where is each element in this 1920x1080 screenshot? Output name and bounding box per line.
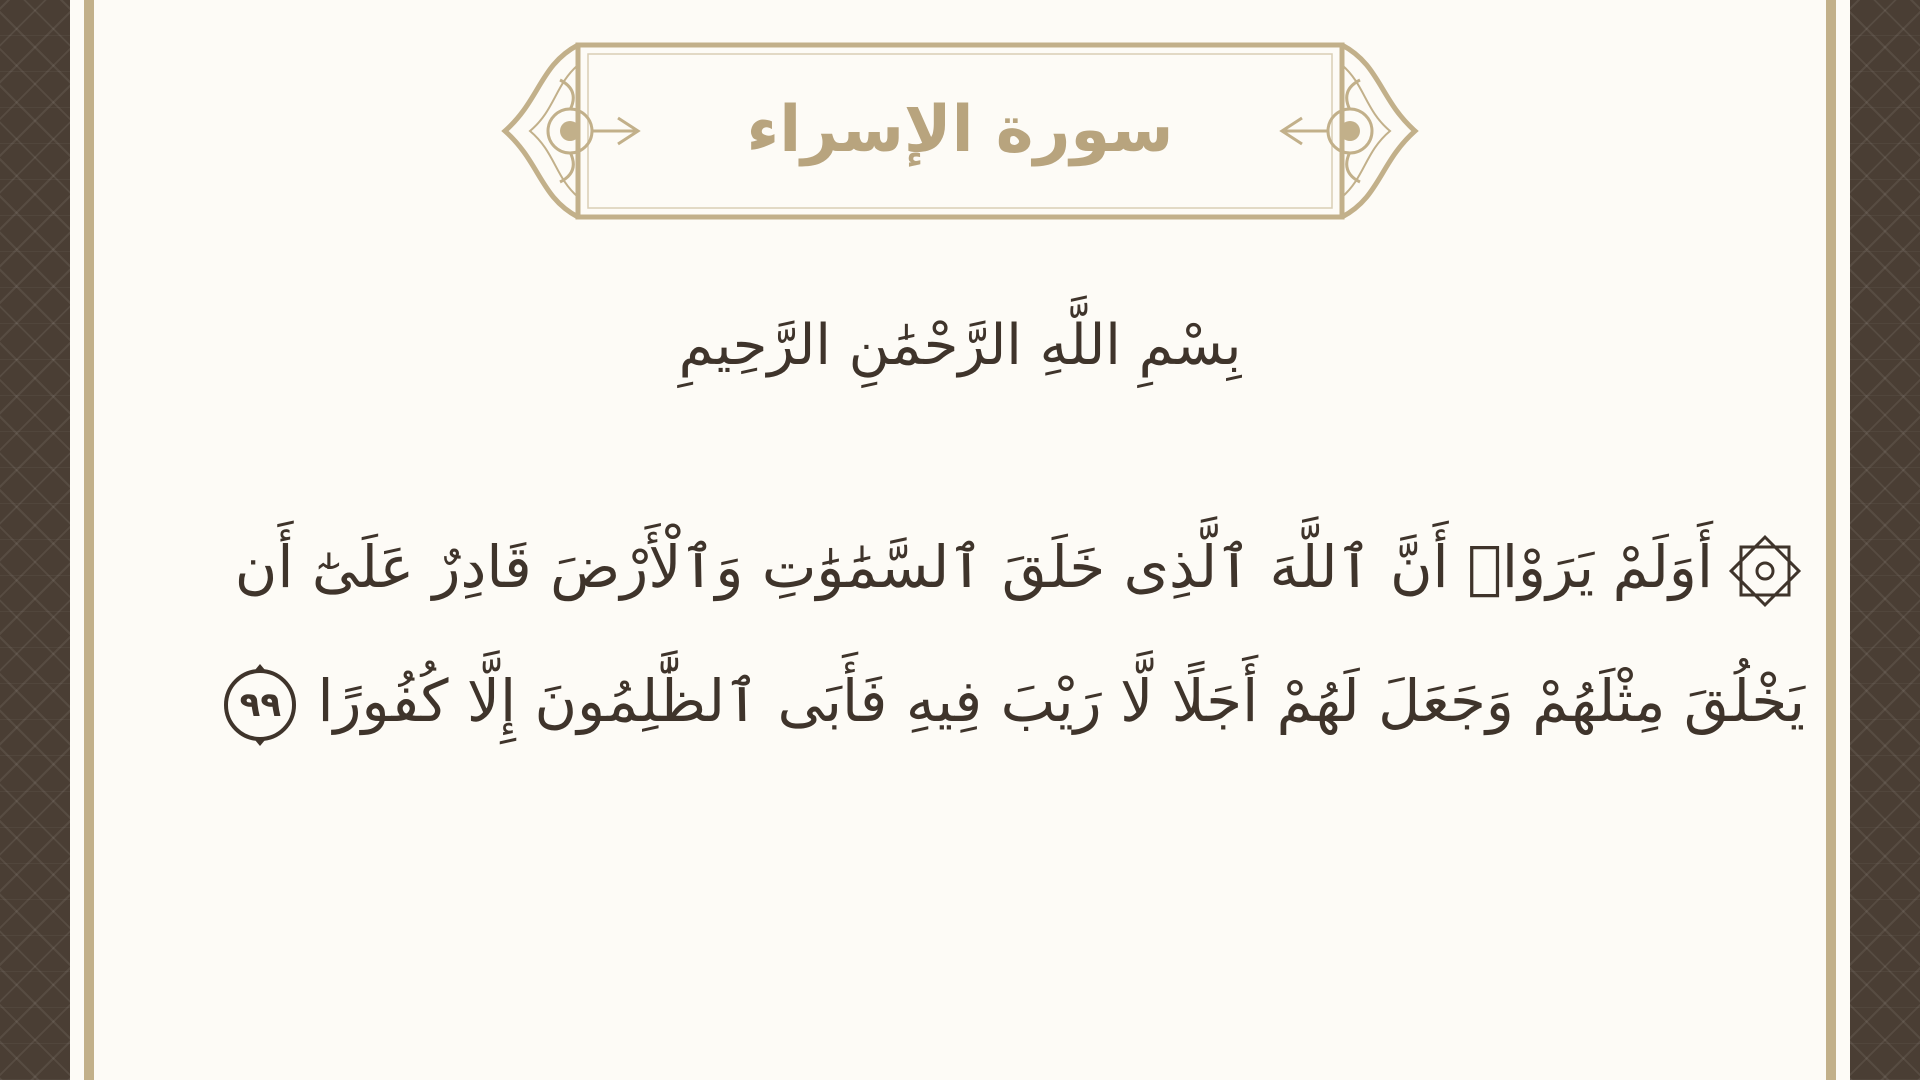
ayah-number: ٩٩ bbox=[239, 684, 282, 725]
basmala: بِسْمِ اللَّهِ الرَّحْمَٰنِ الرَّحِيمِ bbox=[678, 312, 1242, 378]
left-ornamental-border bbox=[0, 0, 70, 1080]
surah-title: سورة الإسراء bbox=[746, 93, 1174, 167]
ayah-number-marker bbox=[217, 662, 303, 748]
left-gold-rule bbox=[84, 0, 94, 1080]
surah-title-frame bbox=[500, 40, 1420, 230]
right-gold-rule bbox=[1826, 0, 1836, 1080]
verse-block bbox=[200, 500, 1805, 768]
sajda-star-icon bbox=[1725, 531, 1805, 611]
verse-text: أَوَلَمْ يَرَوْا۟ أَنَّ ٱللَّهَ ٱلَّذِى خَلَقَ ٱلسَّمَٰوَٰتِ وَٱلْأَرْضَ قَادِرٌ عَلَىٰٓ أَن يَخْلُقَ مِثْلَهُمْ وَجَعَلَ لَهُمْ أَجَلًا لَّا رَيْبَ فِيهِ فَأَبَى ٱلظَّٰلِمُونَ إِلَّا كُفُورًا bbox=[234, 533, 1805, 735]
right-ornamental-border bbox=[1850, 0, 1920, 1080]
